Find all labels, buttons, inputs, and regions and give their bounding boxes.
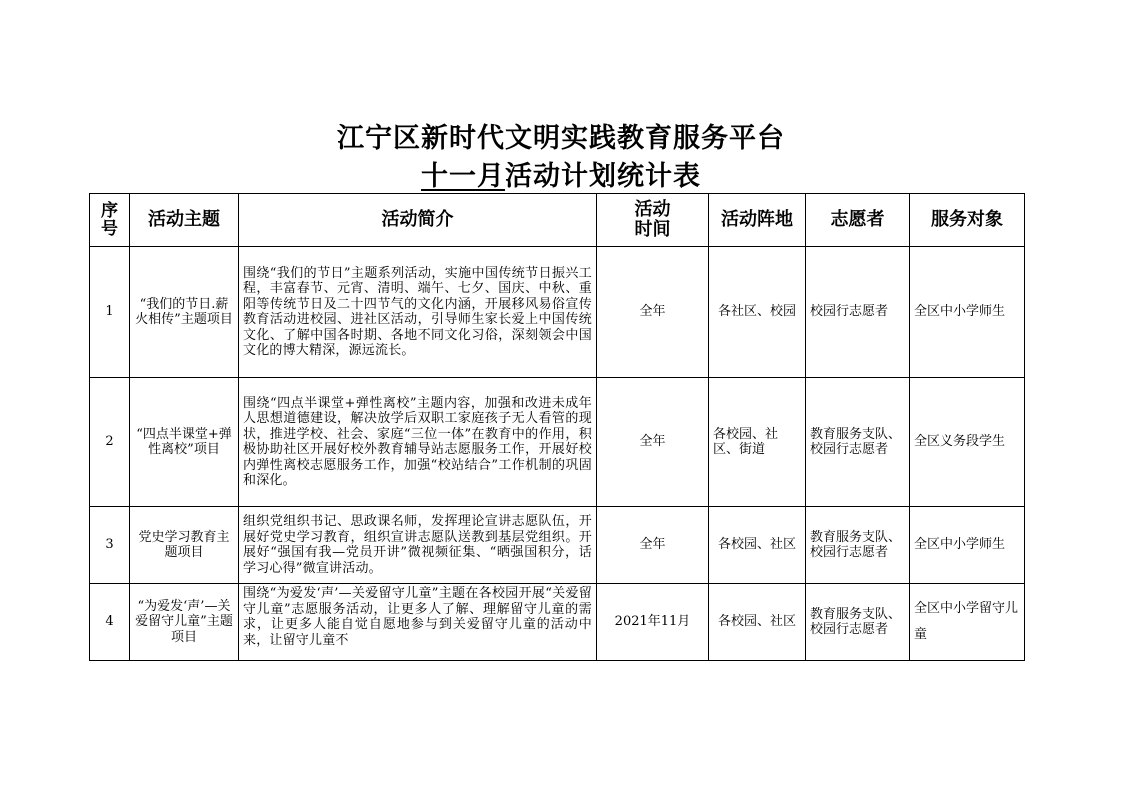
table-row <box>90 507 1025 584</box>
subtitle-month: 十一月 <box>421 161 505 192</box>
row-time: 全年 <box>597 247 709 378</box>
header-theme: 活动主题 <box>130 194 239 247</box>
header-intro: 活动简介 <box>239 194 597 247</box>
row-volunteers: 校园行志愿者 <box>806 247 910 378</box>
header-audience: 服务对象 <box>910 194 1025 247</box>
table-row <box>90 247 1025 378</box>
row-place: 各校园、社区 <box>709 507 806 584</box>
row-theme: “我们的节日.薪火相传”主题项目 <box>130 247 239 378</box>
row-time: 全年 <box>597 378 709 507</box>
header-volunteers: 志愿者 <box>806 194 910 247</box>
row-audience: 全区义务段学生 <box>910 378 1025 507</box>
activity-plan-table <box>89 193 1025 661</box>
row-audience: 全区中小学师生 <box>910 507 1025 584</box>
row-intro: 围绕“为爱发‘声’—关爱留守儿童”主题在各校园开展“关爱留守儿童”志愿服务活动，让更多人了解、理解留守儿童的需求，让更多人能自觉自愿地参与到关爱留守儿童的活动中来，让留守儿童不 <box>243 586 592 648</box>
row-index: 3 <box>90 507 130 584</box>
row-theme: “为爱发‘声’—关爱留守儿童”主题项目 <box>130 584 239 661</box>
row-audience: 全区中小学留守儿童 <box>910 584 1025 661</box>
header-time: 活动时间 <box>597 194 709 247</box>
subtitle-rest: 活动计划统计表 <box>505 161 701 192</box>
row-intro: 围绕“我们的节日”主题系列活动，实施中国传统节日振兴工程，丰富春节、元宵、清明、端午、七夕、国庆、中秋、重阳等传统节日及二十四节气的文化内涵，开展移风易俗宣传教育活动进校园、进社区活动，引导师生家长爱上中国传统文化、了解中国各时期、各地不同文化习俗，深刻领会中国文化的博大精深，源远流长。 <box>239 247 597 378</box>
header-place: 活动阵地 <box>709 194 806 247</box>
row-theme: “四点半课堂+弹性离校”项目 <box>130 378 239 507</box>
row-intro-cell <box>239 584 597 661</box>
row-place: 各校园、社区、街道 <box>709 378 806 507</box>
row-intro: 组织党组织书记、思政课名师，发挥理论宣讲志愿队伍，开展好党史学习教育，组织宣讲志愿队送教到基层党组织。开展好“强国有我—党员开讲”微视频征集、“晒强国积分，话学习心得”微宣讲活动。 <box>239 507 597 584</box>
row-volunteers: 教育服务支队、校园行志愿者 <box>806 378 910 507</box>
table-row <box>90 378 1025 507</box>
row-index: 4 <box>90 584 130 661</box>
row-place: 各社区、校园 <box>709 247 806 378</box>
row-volunteers: 教育服务支队、校园行志愿者 <box>806 584 910 661</box>
table-header-row <box>90 194 1025 247</box>
row-place: 各校园、社区 <box>709 584 806 661</box>
document-title: 江宁区新时代文明实践教育服务平台 <box>337 123 785 154</box>
row-audience: 全区中小学师生 <box>910 247 1025 378</box>
row-index: 1 <box>90 247 130 378</box>
header-index: 序号 <box>90 194 130 247</box>
row-time: 全年 <box>597 507 709 584</box>
row-time: 2021年11月 <box>597 584 709 661</box>
row-theme: 党史学习教育主题项目 <box>130 507 239 584</box>
row-volunteers: 教育服务支队、校园行志愿者 <box>806 507 910 584</box>
document-subtitle <box>0 160 1122 194</box>
row-index: 2 <box>90 378 130 507</box>
table-row <box>90 584 1025 661</box>
row-intro: 围绕“四点半课堂+弹性离校”主题内容，加强和改进未成年人思想道德建设，解决放学后双职工家庭孩子无人看管的现状，推进学校、社会、家庭“三位一体”在教育中的作用，积极协助社区开展好校外教育辅导站志愿服务工作，开展好校内弹性离校志愿服务工作，加强“校站结合”工作机制的巩固和深化。 <box>239 378 597 507</box>
